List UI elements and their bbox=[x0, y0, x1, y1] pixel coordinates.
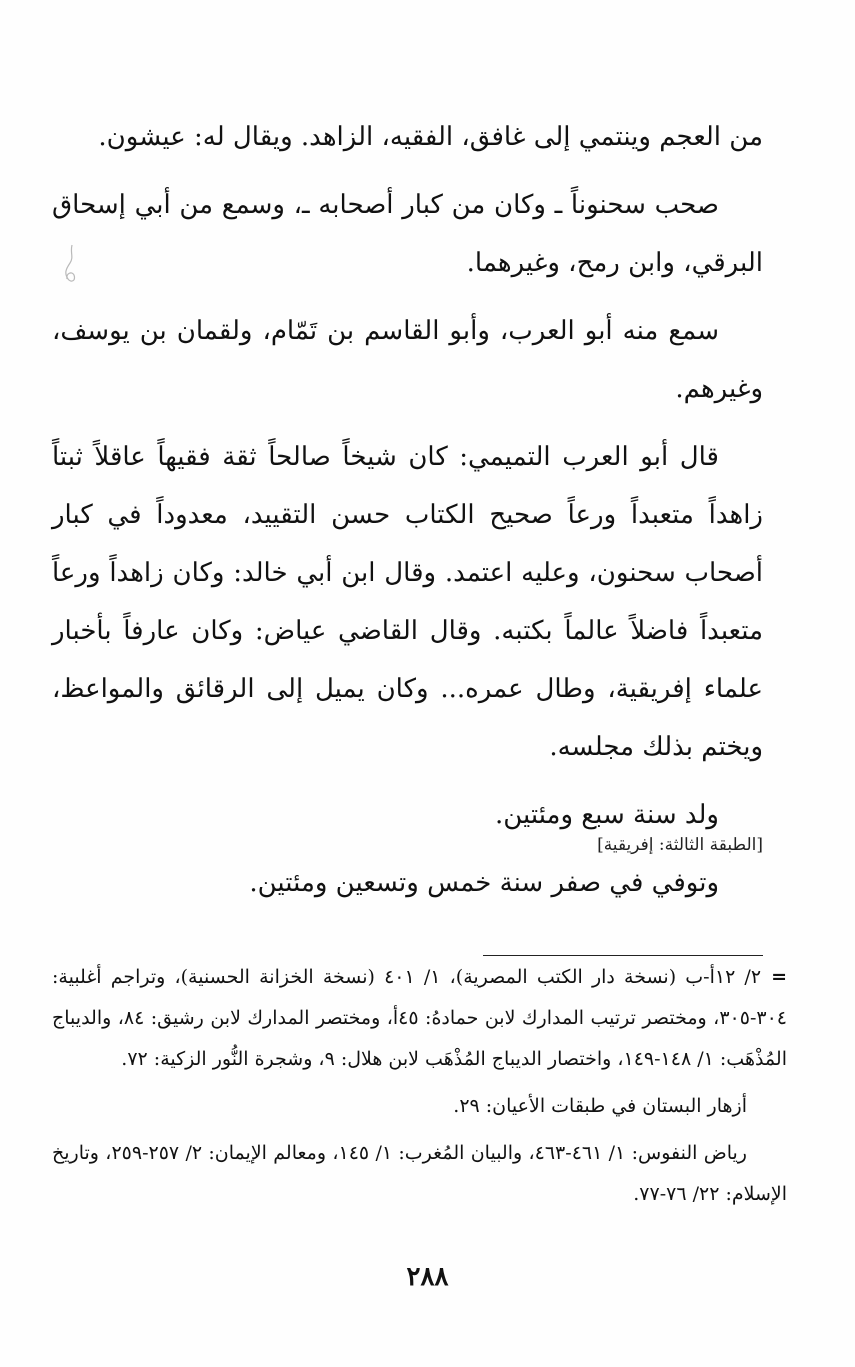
footnote-continuation-marker: = bbox=[771, 966, 787, 988]
margin-annotation-icon bbox=[58, 243, 82, 291]
paragraph-death: وتوفي في صفر سنة خمس وتسعين ومئتين. bbox=[249, 868, 719, 898]
paragraph-companions: صحب سحنوناً ـ وكان من كبار أصحابه ـ، وسمع من أبي إسحاق البرقي، وابن رمح، وغيرهما. bbox=[52, 190, 763, 278]
footnote-separator bbox=[483, 955, 763, 956]
main-text bbox=[52, 108, 763, 922]
footnote-riyad: رياض النفوس: ١/ ٤٦١-٤٦٣، والبيان المُغرب: ١/ ١٤٥، ومعالم الإيمان: ٢/ ٢٥٧-٢٥٩، وتاريخ الإسلام: ٢٢/ ٧٦-٧٧. bbox=[52, 1142, 787, 1205]
footnote-sources-text: ٢/ ١٢أ-ب (نسخة دار الكتب المصرية)، ١/ ٤٠١ (نسخة الخزانة الحسنية)، وتراجم أغلبية: ٣٠٤-٣٠٥، ومختصر ترتيب المدارك لابن حمادهُ: ٤٥أ، ومختصر المدارك لابن رشيق: ٨٤، والديباج المُذْهَب: ١/ ١٤٨-١٤٩، واختصار الديباج المُذْهَب لابن هلال: ٩، وشجرة النُّور الزكية: ٧٢. bbox=[52, 966, 787, 1070]
footnote-azhar: أزهار البستان في طبقات الأعيان: ٢٩. bbox=[453, 1095, 747, 1117]
paragraph-origin: من العجم وينتمي إلى غافق، الفقيه، الزاهد. ويقال له: عيشون. bbox=[98, 122, 763, 152]
paragraph-birth: ولد سنة سبع ومئتين. bbox=[494, 800, 719, 830]
category-label: [الطبقة الثالثة: إفريقية] bbox=[597, 835, 763, 855]
paragraph-praise: قال أبو العرب التميمي: كان شيخاً صالحاً ثقة فقيهاً عاقلاً ثبتاً زاهداً متعبداً ورعاً صحيح الكتاب حسن التقييد، معدوداً في كبار أصحاب سحنون، وعليه اعتمد. وقال ابن أبي خالد: وكان زاهداً ورعاً متعبداً فاضلاً عالماً بكتبه. وقال القاضي عياض: وكان عارفاً بأخبار علماء إفريقية، وطال عمره... وكان يميل إلى الرقائق والمواعظ، ويختم بذلك مجلسه. bbox=[52, 442, 763, 762]
paragraph-students: سمع منه أبو العرب، وأبو القاسم بن تَمّام، ولقمان بن يوسف، وغيرهم. bbox=[52, 316, 763, 404]
footnotes bbox=[52, 957, 787, 1221]
footnote-sources bbox=[52, 957, 787, 1080]
page-number: ٢٨٨ bbox=[406, 1262, 449, 1292]
